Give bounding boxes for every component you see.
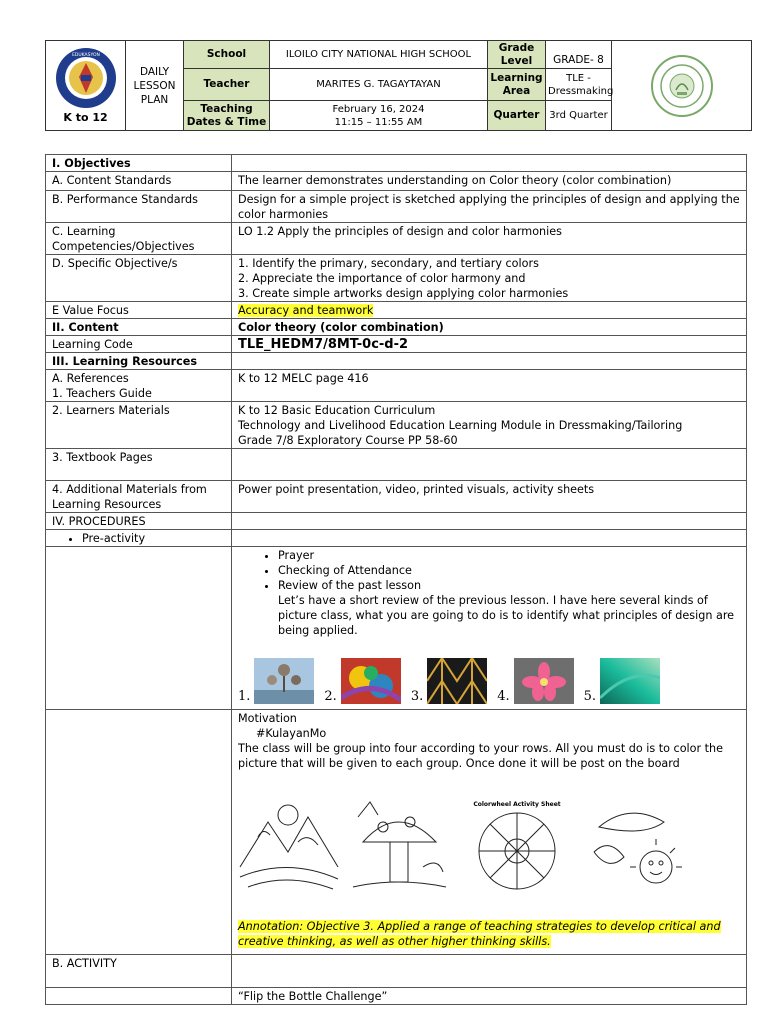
pre-activity-item: • Checking of Attendance	[278, 563, 740, 578]
competencies-label: C. Learning Competencies/Objectives	[46, 223, 232, 255]
school-value: ILOILO CITY NATIONAL HIGH SCHOOL	[270, 41, 488, 69]
learning-area-value: TLE - Dressmaking	[546, 69, 612, 101]
learners-materials-value: K to 12 Basic Education Curriculum Technology and Livelihood Education Learning Module in Dressmaking/Tailoring Grade 7/8 Exploratory Course PP 58-60	[232, 402, 747, 449]
abstract-art-picture	[341, 658, 401, 704]
svg-text:EDUKASYON: EDUKASYON	[71, 53, 100, 58]
specific-objectives-label: D. Specific Objective/s	[46, 255, 232, 302]
grade-label: Grade Level	[488, 41, 546, 69]
grade-value: GRADE- 8	[546, 41, 612, 69]
review-text: Let’s have a short review of the previous lesson. I have here several kinds of picture class, what you are going to do is to identify what principles of design are being applied.	[278, 594, 735, 637]
specific-objective-item: 3. Create simple artworks design applying color harmonies	[238, 287, 569, 300]
pink-flower-picture	[514, 658, 574, 704]
content-value: Color theory (color combination)	[232, 319, 747, 336]
additional-materials-label: 4. Additional Materials from Learning Resources	[46, 481, 232, 513]
value-focus-label: E Value Focus	[46, 302, 232, 319]
landscape-coloring-picture	[238, 797, 340, 893]
motivation-tag: #KulayanMo	[256, 727, 327, 740]
performance-standards-value: Design for a simple project is sketched applying the principles of design and applying the color harmonies	[232, 191, 747, 223]
activity-label: B. ACTIVITY	[46, 955, 232, 988]
k-to-12-caption: K to 12	[63, 111, 108, 124]
balancing-stones-picture	[254, 658, 314, 704]
value-focus-value: Accuracy and teamwork	[238, 304, 374, 317]
specific-objectives-list	[232, 255, 747, 302]
deped-seal-icon	[55, 47, 117, 109]
pre-activity-item: • Review of the past lesson	[278, 578, 740, 593]
colorwheel-activity-sheet	[458, 797, 576, 893]
content-standards-label: A. Content Standards	[46, 172, 232, 191]
competencies-value: LO 1.2 Apply the principles of design and color harmonies	[232, 223, 747, 255]
quarter-label: Quarter	[488, 101, 546, 131]
performance-standards-label: B. Performance Standards	[46, 191, 232, 223]
motivation-content	[232, 710, 747, 955]
additional-materials-value: Power point presentation, video, printed visuals, activity sheets	[232, 481, 747, 513]
picture-number: 4.	[497, 689, 510, 704]
teaching-dates-value: February 16, 2024 11:15 – 11:55 AM	[270, 101, 488, 131]
teaching-dates-label: Teaching Dates & Time	[184, 101, 270, 131]
svg-text:Colorwheel Activity Sheet: Colorwheel Activity Sheet	[473, 801, 561, 808]
procedures-heading: IV. PROCEDURES	[46, 513, 232, 530]
learning-code-label: Learning Code	[46, 336, 232, 353]
picture-number: 2.	[324, 689, 337, 704]
annotation-note: Annotation: Objective 3. Applied a range of teaching strategies to develop critical and creative thinking, as well as other higher thinking skills.	[238, 920, 721, 948]
content-label: II. Content	[46, 319, 232, 336]
references-value: K to 12 MELC page 416	[232, 370, 747, 402]
deped-logo-cell	[46, 41, 126, 131]
lesson-plan-body	[45, 154, 747, 1005]
school-label: School	[184, 41, 270, 69]
learners-materials-label: 2. Learners Materials	[46, 402, 232, 449]
teacher-value: MARITES G. TAGAYTAYAN	[270, 69, 488, 101]
lesson-plan-header	[45, 40, 752, 131]
teacher-label: Teacher	[184, 69, 270, 101]
sun-fish-coloring-picture	[584, 797, 686, 893]
pre-activity-content	[232, 547, 747, 710]
gold-pattern-picture	[427, 658, 487, 704]
school-logo-cell	[612, 41, 752, 131]
pre-activity-label: • Pre-activity	[82, 531, 225, 546]
picture-number: 1.	[238, 689, 251, 704]
quarter-value: 3rd Quarter	[546, 101, 612, 131]
school-seal-icon	[650, 54, 714, 118]
motivation-label: Motivation	[238, 712, 297, 725]
picture-number: 3.	[410, 689, 424, 704]
review-pictures	[238, 658, 740, 704]
learning-resources-heading: III. Learning Resources	[46, 353, 232, 370]
flip-bottle-challenge: “Flip the Bottle Challenge”	[232, 988, 747, 1005]
learning-area-label: Learning Area	[488, 69, 546, 101]
green-gradient-picture	[600, 658, 660, 704]
learning-code-value: TLE_HEDM7/8MT-0c-d-2	[232, 336, 747, 353]
coloring-pictures	[238, 797, 740, 893]
specific-objective-item: 1. Identify the primary, secondary, and tertiary colors	[238, 257, 539, 270]
specific-objective-item: 2. Appreciate the importance of color harmony and	[238, 272, 526, 285]
objectives-heading: I. Objectives	[46, 155, 232, 172]
picture-number: 5.	[583, 689, 597, 704]
daily-lesson-plan-title: DAILY LESSON PLAN	[126, 41, 184, 131]
motivation-text: The class will be group into four according to your rows. All you must do is to color the picture that will be given to each group. Once done it will be post on the board	[238, 742, 724, 770]
content-standards-value: The learner demonstrates understanding on Color theory (color combination)	[232, 172, 747, 191]
mushroom-coloring-picture	[348, 797, 450, 893]
textbook-pages-label: 3. Textbook Pages	[46, 449, 232, 481]
pre-activity-item: • Prayer	[278, 548, 740, 563]
references-label: A. References 1. Teachers Guide	[46, 370, 232, 402]
